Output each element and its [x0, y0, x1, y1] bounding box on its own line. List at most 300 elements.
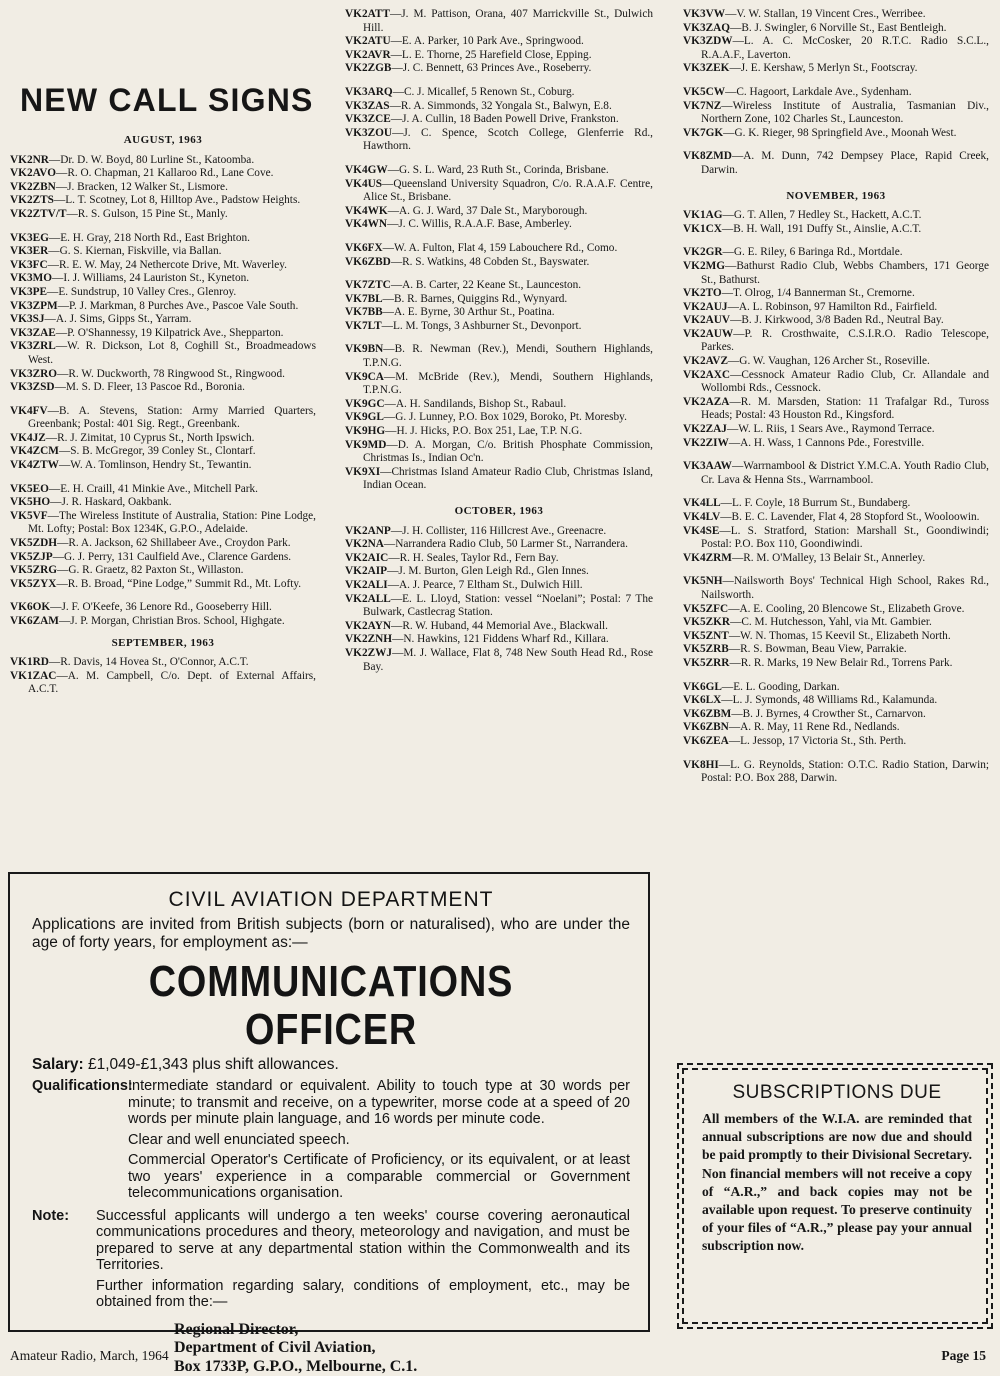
- call-sign-entry: [683, 62, 989, 76]
- call-sign-entry: [683, 246, 989, 260]
- call-sign-entry: [10, 327, 316, 341]
- ad-contact-line: Department of Civil Aviation,: [174, 1339, 630, 1358]
- call-sign-list: [683, 8, 989, 178]
- call-sign: VK2ATU: [345, 35, 391, 47]
- call-sign-entry: [345, 113, 653, 127]
- call-sign-holder: —B. J. Swingler, 6 Norville St., East Bentleigh.: [730, 22, 946, 34]
- call-sign-entry: [10, 272, 316, 286]
- call-sign: VK2AUJ: [683, 301, 728, 313]
- call-sign-entry: [683, 708, 989, 722]
- call-sign-entry: [683, 260, 989, 287]
- call-sign: VK2AVZ: [683, 355, 728, 367]
- call-sign-entry: [10, 167, 316, 181]
- call-sign: VK2ALL: [345, 593, 391, 605]
- call-sign-entry: [345, 62, 653, 76]
- call-sign-holder: —A. E. Cooling, 20 Blencowe St., Elizabeth Grove.: [728, 603, 964, 615]
- call-sign: VK9XI: [345, 466, 380, 478]
- call-sign-holder: —S. B. McGregor, 39 Conley St., Clontarf.: [59, 445, 256, 457]
- call-sign-entry: [683, 643, 989, 657]
- call-sign-holder: —R. W. Duckworth, 78 Ringwood St., Ringwood.: [57, 368, 285, 380]
- call-sign-entry: [683, 616, 989, 630]
- call-sign-entry: [10, 432, 316, 446]
- call-sign-holder: —R. E. W. May, 24 Nethercote Drive, Mt. Waverley.: [48, 259, 287, 271]
- call-sign: VK7LT: [345, 320, 382, 332]
- call-sign: VK4ZTW: [10, 459, 59, 471]
- call-sign: VK2AIP: [345, 565, 387, 577]
- call-sign: VK5HO: [10, 496, 50, 508]
- call-sign-holder: —B. A. Stevens, Station: Army Married Quarters, Greenbank; Postal: 401 Sig. Regt., Greenbank.: [28, 405, 316, 431]
- call-sign-list: [345, 8, 653, 493]
- call-sign: VK2AUW: [683, 328, 733, 340]
- call-sign-list: [10, 154, 316, 629]
- call-sign-holder: —A. M. Campbell, C/o. Dept. of External Affairs, A.C.T.: [28, 670, 316, 696]
- call-sign-holder: —E. Sundstrup, 10 Valley Cres., Glenroy.: [47, 286, 236, 298]
- call-sign-entry: [683, 511, 989, 525]
- ad-position-title: COMMUNICATIONS OFFICER: [74, 958, 588, 1054]
- call-sign-entry: [683, 86, 989, 100]
- call-sign: VK2NA: [345, 538, 384, 550]
- call-sign-holder: —R. O. Chapman, 21 Kallaroo Rd., Lane Cove.: [56, 167, 273, 179]
- call-sign-holder: —J. C. Bennett, 63 Princes Ave., Roseberry.: [391, 62, 591, 74]
- call-sign: VK8ZMD: [683, 150, 732, 162]
- call-sign-holder: —A. H. Wass, 1 Cannons Pde., Forestville.: [729, 437, 924, 449]
- call-sign-holder: —The Wireless Institute of Australia, Station: Pine Lodge, Mt. Lofty; Postal: Box 1234K, G.P.O., Adelaide.: [28, 510, 316, 536]
- call-sign-holder: —M. S. D. Fleer, 13 Pascoe Rd., Boronia.: [55, 381, 245, 393]
- call-sign: VK2GR: [683, 246, 723, 258]
- call-sign-holder: —Bathurst Radio Club, Webbs Chambers, 171 George St., Bathurst.: [701, 260, 989, 286]
- call-sign: VK2ZIW: [683, 437, 729, 449]
- call-sign-holder: —B. R. Newman (Rev.), Mendi, Southern Highlands, T.P.N.G.: [363, 343, 653, 369]
- call-sign: VK2ZWJ: [345, 647, 392, 659]
- call-sign: VK5ZFC: [683, 603, 728, 615]
- call-sign: VK4GW: [345, 164, 388, 176]
- call-sign-holder: —E. A. Parker, 10 Park Ave., Springwood.: [391, 35, 584, 47]
- call-sign-holder: —R. R. Marks, 19 New Belair Rd., Torrens Park.: [729, 657, 952, 669]
- call-sign-entry: [683, 423, 989, 437]
- call-sign-entry: [10, 286, 316, 300]
- call-sign-holder: —J. M. Burton, Glen Leigh Rd., Glen Innes.: [387, 565, 589, 577]
- call-sign: VK2ALI: [345, 579, 388, 591]
- call-sign-entry: [683, 369, 989, 396]
- call-sign-holder: —R. A. Simmonds, 32 Yongala St., Balwyn, E.8.: [390, 100, 612, 112]
- call-sign: VK5NH: [683, 575, 723, 587]
- call-sign: VK5ZKR: [683, 616, 730, 628]
- call-sign-entry: [10, 483, 316, 497]
- ad-qualifications-body: [128, 1078, 630, 1206]
- call-sign-holder: —R. B. Broad, “Pine Lodge,” Summit Rd., Mt. Lofty.: [56, 578, 301, 590]
- call-sign: VK4US: [345, 178, 382, 190]
- call-sign-entry: [683, 603, 989, 617]
- call-sign-entry: [345, 647, 653, 674]
- call-sign-holder: —P. O'Shannessy, 19 Kilpatrick Ave., Shepparton.: [56, 327, 284, 339]
- call-sign-entry: [10, 564, 316, 578]
- call-sign-holder: —I. J. Williams, 24 Lauriston St., Kyneton.: [52, 272, 249, 284]
- call-sign-holder: —B. R. Barnes, Quiggins Rd., Wynyard.: [383, 293, 568, 305]
- call-sign: VK6ZEA: [683, 735, 729, 747]
- call-sign-holder: —J. F. O'Keefe, 36 Lenore Rd., Gooseberry Hill.: [50, 601, 272, 613]
- call-sign-holder: —B. E. C. Lavender, Flat 4, 28 Stopford St., Wooloowin.: [720, 511, 979, 523]
- call-sign-holder: —G. K. Rieger, 98 Springfield Ave., Moonah West.: [723, 127, 956, 139]
- call-sign-holder: —R. W. Huband, 44 Memorial Ave., Blackwall.: [391, 620, 608, 632]
- ad-note-body: [96, 1208, 630, 1315]
- call-sign-entry: [10, 459, 316, 473]
- call-sign-entry: [345, 411, 653, 425]
- call-sign: VK2ZNH: [345, 633, 392, 645]
- call-sign-entry: [345, 279, 653, 293]
- call-sign-entry: [683, 355, 989, 369]
- call-sign-holder: —H. J. Hicks, P.O. Box 251, Lae, T.P. N.G.: [385, 425, 582, 437]
- call-sign: VK6ZBM: [683, 708, 731, 720]
- call-sign-entry: [345, 343, 653, 370]
- call-sign: VK3ZRO: [10, 368, 57, 380]
- call-sign-entry: [10, 445, 316, 459]
- call-sign-holder: —G. W. Vaughan, 126 Archer St., Roseville.: [728, 355, 930, 367]
- call-sign: VK2AVO: [10, 167, 56, 179]
- call-sign: VK5CW: [683, 86, 725, 98]
- call-sign-holder: —A. L. Robinson, 97 Hamilton Rd., Fairfield.: [728, 301, 938, 313]
- call-sign-entry: [683, 694, 989, 708]
- call-sign: VK3ARQ: [345, 86, 393, 98]
- subscriptions-title: SUBSCRIPTIONS DUE: [702, 1082, 972, 1104]
- call-sign-list: [10, 656, 316, 697]
- call-sign-holder: —J. E. Kershaw, 5 Merlyn St., Footscray.: [729, 62, 917, 74]
- call-sign-entry: [683, 287, 989, 301]
- call-sign-entry: [683, 460, 989, 487]
- call-sign-holder: —L. A. C. McCosker, 20 R.T.C. Radio S.C.L., R.A.A.F., Laverton.: [701, 35, 989, 61]
- call-sign: VK3ZAQ: [683, 22, 730, 34]
- call-sign-holder: —Cessnock Amateur Radio Club, Cr. Allandale and Wollombi Rds., Cessnock.: [701, 369, 989, 395]
- call-sign: VK5ZRB: [683, 643, 729, 655]
- call-sign-entry: [683, 759, 989, 786]
- call-sign: VK3ZCE: [345, 113, 391, 125]
- call-sign-list: [345, 525, 653, 675]
- call-sign-entry: [10, 601, 316, 615]
- call-sign: VK2AXC: [683, 369, 730, 381]
- call-sign-holder: —P. R. Crosthwaite, C.S.I.R.O. Radio Telescope, Parkes.: [701, 328, 989, 354]
- ad-contact-line: Regional Director,: [174, 1321, 630, 1340]
- call-sign-holder: —G. J. Perry, 131 Caulfield Ave., Clarence Gardens.: [53, 551, 291, 563]
- call-sign: VK2AUV: [683, 314, 730, 326]
- ad-department: CIVIL AVIATION DEPARTMENT: [32, 888, 630, 912]
- call-sign-entry: [683, 437, 989, 451]
- call-sign-holder: —R. A. Jackson, 62 Shillabeer Ave., Croydon Park.: [57, 537, 291, 549]
- call-sign-holder: —W. N. Thomas, 15 Keevil St., Elizabeth North.: [729, 630, 951, 642]
- call-sign: VK5ZRR: [683, 657, 729, 669]
- call-sign: VK3VW: [683, 8, 725, 20]
- ad-intro: Applications are invited from British subjects (born or naturalised), who are under the age of forty years, for employment as:—: [32, 916, 630, 952]
- call-sign-entry: [683, 223, 989, 237]
- call-sign-entry: [10, 670, 316, 697]
- call-sign: VK6OK: [10, 601, 50, 613]
- call-sign-holder: —Narrandera Radio Club, 50 Larmer St., Narrandera.: [384, 538, 628, 550]
- call-sign: VK9GL: [345, 411, 384, 423]
- month-heading: SEPTEMBER, 1963: [10, 637, 316, 651]
- call-sign-entry: [683, 8, 989, 22]
- ad-paragraph: Commercial Operator's Certificate of Proficiency, or its equivalent, or at least two years' experience in a comparable commercial or Government telecommunications organisation.: [128, 1152, 630, 1202]
- call-sign-holder: —B. J. Byrnes, 4 Crowther St., Carnarvon.: [731, 708, 926, 720]
- ad-qualifications-label: Qualifications:: [32, 1078, 128, 1206]
- call-sign-entry: [345, 620, 653, 634]
- call-sign-entry: [345, 579, 653, 593]
- call-sign-holder: —C. M. Hutchesson, Yahl, via Mt. Gambier.: [730, 616, 932, 628]
- civil-aviation-advertisement: [8, 872, 650, 1332]
- call-sign-holder: —P. J. Markman, 8 Purches Ave., Pascoe Vale South.: [58, 300, 299, 312]
- call-sign-entry: [345, 205, 653, 219]
- call-sign-holder: —A. H. Sandilands, Bishop St., Rabaul.: [385, 398, 567, 410]
- call-sign: VK2ZAJ: [683, 423, 727, 435]
- call-sign: VK4ZRM: [683, 552, 732, 564]
- call-sign: VK2ANP: [345, 525, 391, 537]
- footer-publication: Amateur Radio, March, 1964: [10, 1348, 169, 1364]
- call-sign: VK2ZTS: [10, 194, 54, 206]
- call-sign-entry: [345, 320, 653, 334]
- call-sign: VK9MD: [345, 439, 386, 451]
- call-sign-holder: —G. J. Lunney, P.O. Box 1029, Boroko, Pt. Moresby.: [384, 411, 627, 423]
- call-sign: VK5EO: [10, 483, 49, 495]
- ad-qualifications: [32, 1078, 630, 1206]
- call-sign: VK7BB: [345, 306, 383, 318]
- call-sign: VK9BN: [345, 343, 383, 355]
- call-sign-holder: —L. J. Symonds, 48 Williams Rd., Kalamunda.: [721, 694, 937, 706]
- call-sign-holder: —A. J. Pearce, 7 Eltham St., Dulwich Hill.: [388, 579, 583, 591]
- call-sign-entry: [10, 313, 316, 327]
- call-sign-holder: —A. B. Carter, 22 Keane St., Launceston.: [391, 279, 581, 291]
- call-sign-holder: —G. R. Graetz, 82 Paxton St., Willaston.: [57, 564, 243, 576]
- call-sign: VK4WK: [345, 205, 388, 217]
- call-sign-holder: —L. S. Stratford, Station: Marshall St., Goondiwindi; Postal: P.O. Box 110, Goondiwindi.: [701, 525, 989, 551]
- call-sign: VK3SJ: [10, 313, 45, 325]
- month-heading: OCTOBER, 1963: [345, 505, 653, 519]
- call-sign-entry: [683, 396, 989, 423]
- call-sign-holder: —A. E. Byrne, 30 Arthur St., Poatina.: [383, 306, 555, 318]
- call-sign-entry: [683, 22, 989, 36]
- call-sign: VK6GL: [683, 681, 722, 693]
- call-sign-holder: —L. M. Tongs, 3 Ashburner St., Devonport.: [382, 320, 582, 332]
- call-sign-entry: [345, 293, 653, 307]
- call-sign-holder: —J. C. Willis, R.A.A.F. Base, Amberley.: [387, 218, 572, 230]
- call-sign-entry: [345, 242, 653, 256]
- call-sign-holder: —R. Davis, 14 Hovea St., O'Connor, A.C.T.: [49, 656, 249, 668]
- call-sign-entry: [10, 181, 316, 195]
- call-sign-entry: [683, 328, 989, 355]
- call-sign-entry: [10, 405, 316, 432]
- month-heading: AUGUST, 1963: [10, 134, 316, 148]
- call-sign: VK3EG: [10, 232, 49, 244]
- call-sign-entry: [10, 368, 316, 382]
- call-sign: VK6ZBD: [345, 256, 391, 268]
- ad-contact-line: Box 1733P, G.P.O., Melbourne, C.1.: [174, 1358, 630, 1376]
- call-sign: VK1ZAC: [10, 670, 56, 682]
- call-sign-entry: [10, 510, 316, 537]
- call-sign-holder: —M. J. Wallace, Flat 8, 748 New South Head Rd., Rose Bay.: [363, 647, 653, 673]
- call-sign-entry: [683, 127, 989, 141]
- ad-salary: [32, 1056, 630, 1074]
- call-sign: VK4WN: [345, 218, 387, 230]
- call-sign-entry: [683, 575, 989, 602]
- call-sign-holder: —A. J. Sims, Gipps St., Yarram.: [45, 313, 192, 325]
- ad-salary-label: Salary:: [32, 1056, 84, 1073]
- call-sign: VK8HI: [683, 759, 719, 771]
- call-sign-holder: —L. Jessop, 17 Victoria St., Sth. Perth.: [729, 735, 906, 747]
- call-sign-holder: —T. Olrog, 1/4 Bannerman St., Cremorne.: [722, 287, 915, 299]
- call-sign-entry: [683, 314, 989, 328]
- call-sign: VK3ZRL: [10, 340, 56, 352]
- call-sign: VK2MG: [683, 260, 725, 272]
- call-sign-entry: [10, 154, 316, 168]
- call-sign-column-3: [683, 8, 989, 1054]
- call-sign-holder: —W. R. Dickson, Lot 8, Coghill St., Broadmeadows West.: [28, 340, 316, 366]
- ad-paragraph: Intermediate standard or equivalent. Ability to touch type at 30 words per minute; to transmit and receive, on a typewriter, morse code at a speed of 20 words per minute plain language, and 16 words per minute code.: [128, 1078, 630, 1128]
- call-sign-holder: —G. S. Kiernan, Fiskville, via Ballan.: [48, 245, 221, 257]
- call-sign: VK2ZGB: [345, 62, 391, 74]
- call-sign-holder: —M. McBride (Rev.), Mendi, Southern Highlands, T.P.N.G.: [363, 371, 653, 397]
- call-sign-holder: —C. Hagoort, Larkdale Ave., Sydenham.: [725, 86, 911, 98]
- call-sign-entry: [683, 681, 989, 695]
- ad-salary-text: £1,049-£1,343 plus shift allowances.: [84, 1056, 339, 1073]
- call-sign-entry: [683, 150, 989, 177]
- call-sign-entry: [345, 164, 653, 178]
- call-sign: VK4ZCM: [10, 445, 59, 457]
- call-sign-holder: —Wireless Institute of Australia, Tasmanian Div., Northern Zone, 102 Charles St., Launceston.: [701, 100, 989, 126]
- call-sign: VK4LL: [683, 497, 721, 509]
- call-sign-column-2: [345, 8, 653, 854]
- call-sign-holder: —D. A. Morgan, C/o. British Phosphate Commission, Christmas Is., Indian Oc'n.: [363, 439, 653, 465]
- call-sign-entry: [683, 721, 989, 735]
- call-sign-entry: [683, 525, 989, 552]
- call-sign-entry: [345, 425, 653, 439]
- call-sign-holder: —V. W. Stallan, 19 Vincent Cres., Werribee.: [725, 8, 925, 20]
- call-sign-holder: —Queensland University Squadron, C/o. R.A.A.F. Centre, Alice St., Brisbane.: [363, 178, 653, 204]
- call-sign-holder: —L. T. Scotney, Lot 8, Hilltop Ave., Padstow Heights.: [54, 194, 300, 206]
- ad-contact-address: [174, 1321, 630, 1376]
- call-sign-entry: [345, 371, 653, 398]
- call-sign: VK7GK: [683, 127, 723, 139]
- ad-note-label: Note:: [32, 1208, 96, 1315]
- call-sign-entry: [10, 578, 316, 592]
- call-sign-holder: —E. L. Lloyd, Station: vessel “Noelani”; Postal: 7 The Bulwark, Castlecrag Station.: [363, 593, 653, 619]
- call-sign: VK4FV: [10, 405, 48, 417]
- call-sign-entry: [10, 537, 316, 551]
- call-sign-holder: —E. L. Gooding, Darkan.: [722, 681, 840, 693]
- call-sign: VK5ZRG: [10, 564, 57, 576]
- ad-paragraph: Clear and well enunciated speech.: [128, 1132, 630, 1149]
- call-sign: VK3ZPM: [10, 300, 58, 312]
- call-sign-entry: [345, 552, 653, 566]
- call-sign-entry: [10, 300, 316, 314]
- call-sign-entry: [345, 593, 653, 620]
- call-sign: VK7ZTC: [345, 279, 391, 291]
- call-sign-holder: —R. H. Seales, Taylor Rd., Fern Bay.: [388, 552, 558, 564]
- call-sign-entry: [345, 525, 653, 539]
- call-sign-holder: —N. Hawkins, 121 Fiddens Wharf Rd., Killara.: [392, 633, 609, 645]
- call-sign: VK5ZNT: [683, 630, 729, 642]
- call-sign: VK6FX: [345, 242, 383, 254]
- call-sign: VK2AIC: [345, 552, 388, 564]
- call-sign: VK9CA: [345, 371, 384, 383]
- call-sign: VK2AZA: [683, 396, 729, 408]
- call-sign: VK5VF: [10, 510, 48, 522]
- call-sign-entry: [683, 497, 989, 511]
- call-sign-holder: —Nailsworth Boys' Technical High School, Rakes Rd., Nailsworth.: [701, 575, 989, 601]
- call-sign-holder: —J. P. Morgan, Christian Bros. School, Highgate.: [59, 615, 285, 627]
- call-sign: VK3PE: [10, 286, 47, 298]
- call-sign: VK3ZEK: [683, 62, 729, 74]
- call-sign-entry: [10, 259, 316, 273]
- call-sign-entry: [345, 398, 653, 412]
- call-sign-entry: [683, 630, 989, 644]
- call-sign: VK6LX: [683, 694, 721, 706]
- call-sign: VK2ATT: [345, 8, 390, 20]
- call-sign-holder: —R. S. Gulson, 15 Pine St., Manly.: [67, 208, 228, 220]
- call-sign-holder: —J. H. Collister, 116 Hillcrest Ave., Greenacre.: [391, 525, 606, 537]
- call-sign: VK1AG: [683, 209, 723, 221]
- call-sign-entry: [345, 218, 653, 232]
- call-sign-holder: —J. M. Pattison, Orana, 407 Marrickville St., Dulwich Hill.: [363, 8, 653, 34]
- call-sign: VK3ZAE: [10, 327, 56, 339]
- call-sign-entry: [683, 100, 989, 127]
- call-sign: VK7BL: [345, 293, 383, 305]
- call-sign-holder: —L. F. Coyle, 18 Burrum St., Bundaberg.: [721, 497, 911, 509]
- call-sign-entry: [345, 35, 653, 49]
- call-sign-holder: —J. Bracken, 12 Walker St., Lismore.: [56, 181, 228, 193]
- call-sign-holder: —C. J. Micallef, 5 Renown St., Coburg.: [393, 86, 575, 98]
- call-sign-holder: —R. S. Bowman, Beau View, Parrakie.: [729, 643, 907, 655]
- call-sign-entry: [345, 306, 653, 320]
- call-sign: VK6ZBN: [683, 721, 729, 733]
- call-sign-holder: —Christmas Island Amateur Radio Club, Christmas Island, Indian Ocean.: [363, 466, 653, 492]
- call-sign: VK4SE: [683, 525, 719, 537]
- call-sign-holder: —E. H. Gray, 218 North Rd., East Brighton.: [49, 232, 250, 244]
- call-sign: VK3FC: [10, 259, 48, 271]
- call-sign-entry: [345, 633, 653, 647]
- call-sign-entry: [345, 538, 653, 552]
- call-sign: VK5ZJP: [10, 551, 53, 563]
- call-sign: VK9HG: [345, 425, 385, 437]
- call-sign: VK3ZSD: [10, 381, 55, 393]
- call-sign: VK1RD: [10, 656, 49, 668]
- call-sign-list: [683, 209, 989, 786]
- month-heading: NOVEMBER, 1963: [683, 190, 989, 204]
- call-sign-entry: [683, 657, 989, 671]
- call-sign-holder: —L. G. Reynolds, Station: O.T.C. Radio Station, Darwin; Postal: P.O. Box 288, Darwin.: [701, 759, 989, 785]
- call-sign: VK3AAW: [683, 460, 732, 472]
- subscriptions-due-box: [682, 1068, 988, 1324]
- call-sign-entry: [683, 301, 989, 315]
- call-sign-entry: [10, 194, 316, 208]
- call-sign-holder: —W. A. Fulton, Flat 4, 159 Labouchere Rd., Como.: [383, 242, 618, 254]
- call-sign-holder: —W. L. Riis, 1 Sears Ave., Raymond Terrace.: [727, 423, 935, 435]
- call-sign-entry: [345, 256, 653, 270]
- call-sign-holder: —A. M. Dunn, 742 Dempsey Place, Rapid Creek, Darwin.: [701, 150, 989, 176]
- call-sign: VK7NZ: [683, 100, 721, 112]
- call-sign: VK2AYN: [345, 620, 391, 632]
- call-sign-holder: —R. M. O'Malley, 13 Belair St., Annerley.: [732, 552, 925, 564]
- call-sign: VK1CX: [683, 223, 722, 235]
- call-sign-entry: [683, 209, 989, 223]
- call-sign-holder: —R. J. Zimitat, 10 Cyprus St., North Ipswich.: [46, 432, 255, 444]
- call-sign-holder: —Dr. D. W. Boyd, 80 Lurline St., Katoomba.: [49, 154, 254, 166]
- call-sign: VK3ZDW: [683, 35, 733, 47]
- call-sign: VK4JZ: [10, 432, 46, 444]
- call-sign-entry: [345, 178, 653, 205]
- call-sign-entry: [345, 86, 653, 100]
- call-sign-holder: —R. M. Marsden, Station: 11 Trafalgar Rd., Tuross Heads; Postal: 43 Houston Rd., Kingsford.: [701, 396, 989, 422]
- call-sign-holder: —J. A. Cullin, 18 Baden Powell Drive, Frankston.: [391, 113, 619, 125]
- page-title: NEW CALL SIGNS: [20, 82, 314, 118]
- call-sign-entry: [683, 552, 989, 566]
- call-sign: VK2TO: [683, 287, 722, 299]
- call-sign: VK6ZAM: [10, 615, 59, 627]
